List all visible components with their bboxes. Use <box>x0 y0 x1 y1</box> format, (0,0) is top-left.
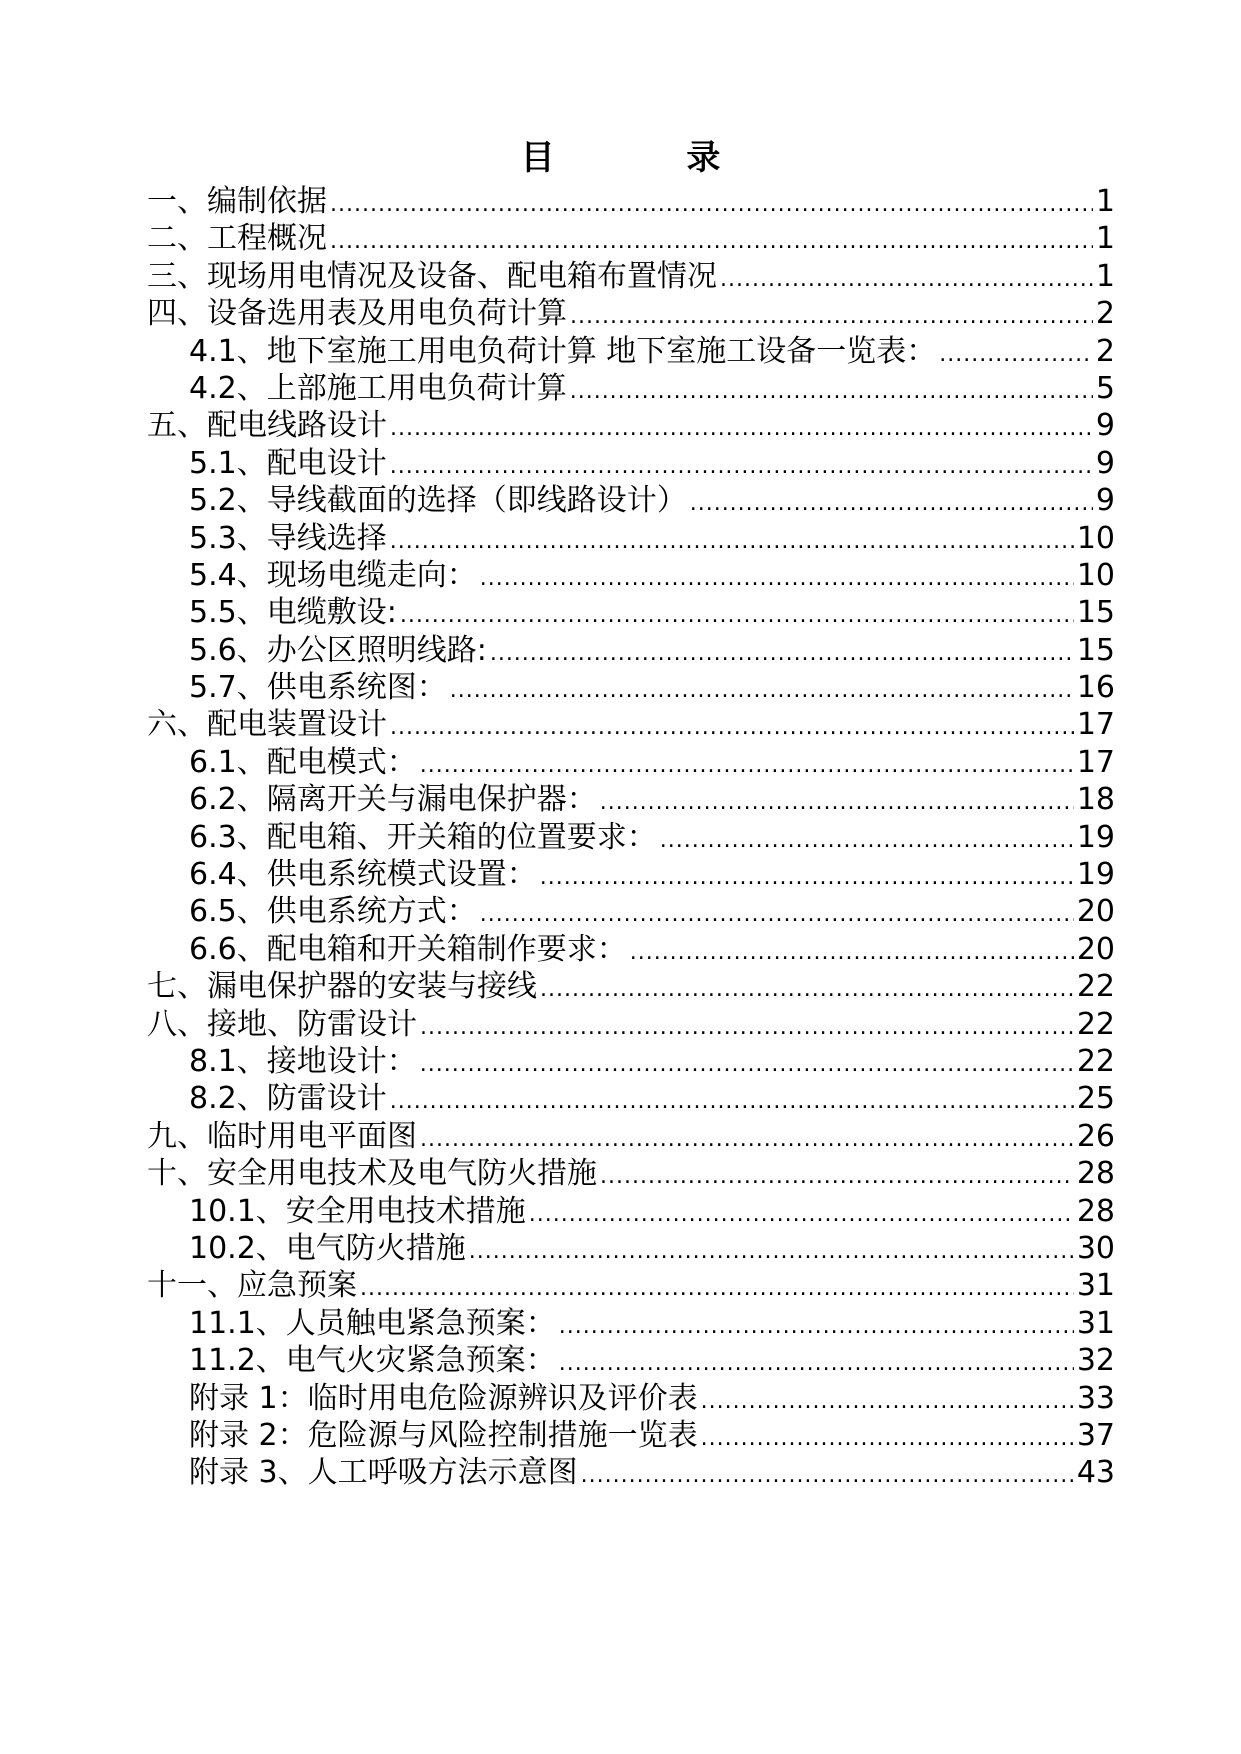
toc-entry[interactable] <box>147 183 1115 220</box>
toc-entry-page-number: 2 <box>1095 296 1115 332</box>
dot-leader <box>400 597 1074 634</box>
toc-entry-page-number: 1 <box>1095 184 1115 219</box>
toc-entry[interactable] <box>147 1118 1115 1155</box>
toc-entry[interactable] <box>147 295 1115 332</box>
toc-entry-page-number: 9 <box>1095 445 1115 481</box>
toc-entry-label: 附录 2：危险源与风险控制措施一览表 <box>189 1417 698 1453</box>
toc-entry[interactable] <box>147 1080 1115 1117</box>
dot-leader <box>390 523 1074 560</box>
toc-entry[interactable] <box>147 931 1115 968</box>
dot-leader <box>570 373 1093 410</box>
dot-leader <box>390 410 1093 447</box>
dot-leader <box>701 1383 1074 1420</box>
toc-entry-label: 十一、应急预案 <box>147 1268 357 1304</box>
toc-entry[interactable] <box>147 632 1115 669</box>
toc-entry-label: 5.6、办公区照明线路: <box>189 632 487 668</box>
toc-entry-page-number: 25 <box>1076 1081 1115 1117</box>
toc-entry[interactable] <box>147 1155 1115 1192</box>
toc-entry-label: 6.5、供电系统方式： <box>189 894 477 930</box>
toc-entry-label: 6.2、隔离开关与漏电保护器： <box>189 782 597 818</box>
toc-title: 目 录 <box>520 138 781 178</box>
dot-leader <box>701 1420 1074 1457</box>
dot-leader <box>540 971 1074 1008</box>
toc-entry-page-number: 22 <box>1076 1043 1115 1079</box>
toc-entry-label: 10.1、安全用电技术措施 <box>189 1193 526 1229</box>
toc-entry-label: 5.5、电缆敷设: <box>189 595 397 631</box>
dot-leader <box>630 934 1074 971</box>
dot-leader <box>529 1196 1074 1233</box>
toc-entry[interactable] <box>147 520 1115 557</box>
toc-entry-label: 附录 1：临时用电危险源辨识及评价表 <box>189 1380 698 1416</box>
toc-entry-page-number: 20 <box>1076 894 1115 930</box>
dot-leader <box>660 822 1074 859</box>
toc-entry[interactable] <box>147 1043 1115 1080</box>
dot-leader <box>469 1233 1074 1270</box>
toc-entry-page-number: 9 <box>1095 483 1115 519</box>
toc-entry-page-number: 1 <box>1095 221 1115 257</box>
toc-entry[interactable] <box>147 1267 1115 1304</box>
dot-leader <box>390 448 1093 485</box>
toc-entry-label: 附录 3、人工呼吸方法示意图 <box>189 1455 578 1491</box>
toc-entry-label: 十、安全用电技术及电气防火措施 <box>147 1156 597 1192</box>
toc-entry[interactable] <box>147 1305 1115 1342</box>
toc-entry[interactable] <box>147 407 1115 444</box>
toc-entry-page-number: 17 <box>1076 744 1115 780</box>
toc-entry-page-number: 43 <box>1076 1455 1115 1491</box>
toc-entry[interactable] <box>147 781 1115 818</box>
toc-entry-label: 5.2、导线截面的选择（即线路设计） <box>189 483 687 519</box>
dot-leader <box>540 859 1074 896</box>
toc-entry-label: 8.1、接地设计： <box>189 1043 417 1079</box>
dot-leader <box>390 1083 1074 1120</box>
dot-leader <box>480 896 1074 933</box>
toc-entry-label: 九、临时用电平面图 <box>147 1118 417 1154</box>
dot-leader <box>330 223 1093 260</box>
toc-entry[interactable] <box>147 819 1115 856</box>
dot-leader <box>570 298 1093 335</box>
toc-entry-page-number: 26 <box>1076 1118 1115 1154</box>
toc-entry-page-number: 9 <box>1095 408 1115 444</box>
toc-entry[interactable] <box>147 893 1115 930</box>
dot-leader <box>360 1270 1074 1307</box>
toc-entry[interactable] <box>147 1193 1115 1230</box>
toc-entry-page-number: 15 <box>1076 632 1115 668</box>
toc-entry-page-number: 28 <box>1076 1156 1115 1192</box>
toc-entry-page-number: 37 <box>1076 1417 1115 1453</box>
toc-entry[interactable] <box>147 482 1115 519</box>
toc-entry-page-number: 28 <box>1076 1193 1115 1229</box>
toc-entry[interactable] <box>147 1342 1115 1379</box>
toc-entry-page-number: 5 <box>1095 370 1115 406</box>
toc-entry-page-number: 16 <box>1076 670 1115 706</box>
toc-entry[interactable] <box>147 1230 1115 1267</box>
toc-entry-page-number: 19 <box>1076 819 1115 855</box>
dot-leader <box>420 1009 1074 1046</box>
dot-leader <box>581 1457 1074 1494</box>
toc-entry-label: 三、现场用电情况及设备、配电箱布置情况 <box>147 258 717 294</box>
table-of-contents <box>147 183 1115 1492</box>
toc-entry-label: 八、接地、防雷设计 <box>147 1006 417 1042</box>
toc-entry[interactable] <box>147 594 1115 631</box>
toc-entry-label: 11.1、人员触电紧急预案： <box>189 1305 556 1341</box>
toc-entry-label: 4.1、地下室施工用电负荷计算 地下室施工设备一览表： <box>189 333 937 369</box>
toc-entry-page-number: 15 <box>1076 595 1115 631</box>
dot-leader <box>690 485 1093 522</box>
toc-entry-label: 5.1、配电设计 <box>189 445 387 481</box>
toc-entry-page-number: 20 <box>1076 931 1115 967</box>
toc-entry-page-number: 10 <box>1076 520 1115 556</box>
toc-entry-label: 8.2、防雷设计 <box>189 1081 387 1117</box>
toc-entry-page-number: 1 <box>1095 258 1115 294</box>
toc-entry-label: 四、设备选用表及用电负荷计算 <box>147 296 567 332</box>
toc-entry[interactable] <box>147 445 1115 482</box>
toc-entry-label: 5.4、现场电缆走向： <box>189 557 477 593</box>
toc-entry-page-number: 32 <box>1076 1343 1115 1379</box>
toc-entry[interactable] <box>147 1006 1115 1043</box>
toc-entry-label: 6.1、配电模式： <box>189 744 417 780</box>
toc-entry[interactable] <box>147 706 1115 743</box>
toc-entry[interactable] <box>147 744 1115 781</box>
dot-leader <box>480 560 1074 597</box>
toc-entry[interactable] <box>147 258 1115 295</box>
dot-leader <box>559 1345 1074 1382</box>
toc-entry-page-number: 17 <box>1076 707 1115 743</box>
toc-entry[interactable] <box>147 1417 1115 1454</box>
dot-leader <box>330 186 1093 223</box>
dot-leader <box>420 1121 1074 1158</box>
toc-entry-label: 6.6、配电箱和开关箱制作要求： <box>189 931 627 967</box>
toc-entry[interactable] <box>147 856 1115 893</box>
toc-entry-page-number: 31 <box>1076 1268 1115 1304</box>
toc-entry[interactable] <box>147 557 1115 594</box>
toc-entry-label: 6.4、供电系统模式设置： <box>189 857 537 893</box>
toc-entry-page-number: 19 <box>1076 857 1115 893</box>
toc-entry-label: 6.3、配电箱、开关箱的位置要求： <box>189 819 657 855</box>
dot-leader <box>600 784 1074 821</box>
toc-entry-label: 六、配电装置设计 <box>147 707 387 743</box>
toc-entry-label: 二、工程概况 <box>147 221 327 257</box>
toc-entry-page-number: 33 <box>1076 1380 1115 1416</box>
dot-leader <box>559 1308 1074 1345</box>
toc-entry-label: 七、漏电保护器的安装与接线 <box>147 969 537 1005</box>
toc-entry-page-number: 2 <box>1095 333 1115 369</box>
toc-entry-label: 五、配电线路设计 <box>147 408 387 444</box>
toc-entry[interactable] <box>147 1454 1115 1491</box>
toc-entry-label: 5.7、供电系统图： <box>189 670 447 706</box>
toc-entry-page-number: 18 <box>1076 782 1115 818</box>
dot-leader <box>450 672 1074 709</box>
dot-leader <box>390 709 1074 746</box>
toc-entry-page-number: 31 <box>1076 1305 1115 1341</box>
toc-entry[interactable] <box>147 370 1115 407</box>
toc-entry[interactable] <box>147 333 1115 370</box>
dot-leader <box>939 336 1093 373</box>
toc-entry-label: 11.2、电气火灾紧急预案： <box>189 1343 556 1379</box>
dot-leader <box>420 1046 1074 1083</box>
dot-leader <box>720 261 1093 298</box>
dot-leader <box>420 747 1074 784</box>
toc-entry[interactable] <box>147 968 1115 1005</box>
toc-entry[interactable] <box>147 669 1115 706</box>
toc-entry-page-number: 22 <box>1076 969 1115 1005</box>
toc-entry-label: 4.2、上部施工用电负荷计算 <box>189 370 567 406</box>
toc-entry-page-number: 30 <box>1076 1230 1115 1266</box>
toc-entry-label: 5.3、导线选择 <box>189 520 387 556</box>
toc-entry-label: 10.2、电气防火措施 <box>189 1230 466 1266</box>
toc-entry-page-number: 22 <box>1076 1006 1115 1042</box>
toc-entry[interactable] <box>147 220 1115 257</box>
dot-leader <box>600 1158 1074 1195</box>
toc-entry-label: 一、编制依据 <box>147 184 327 219</box>
toc-entry-page-number: 10 <box>1076 557 1115 593</box>
toc-entry[interactable] <box>147 1380 1115 1417</box>
dot-leader <box>490 635 1074 672</box>
